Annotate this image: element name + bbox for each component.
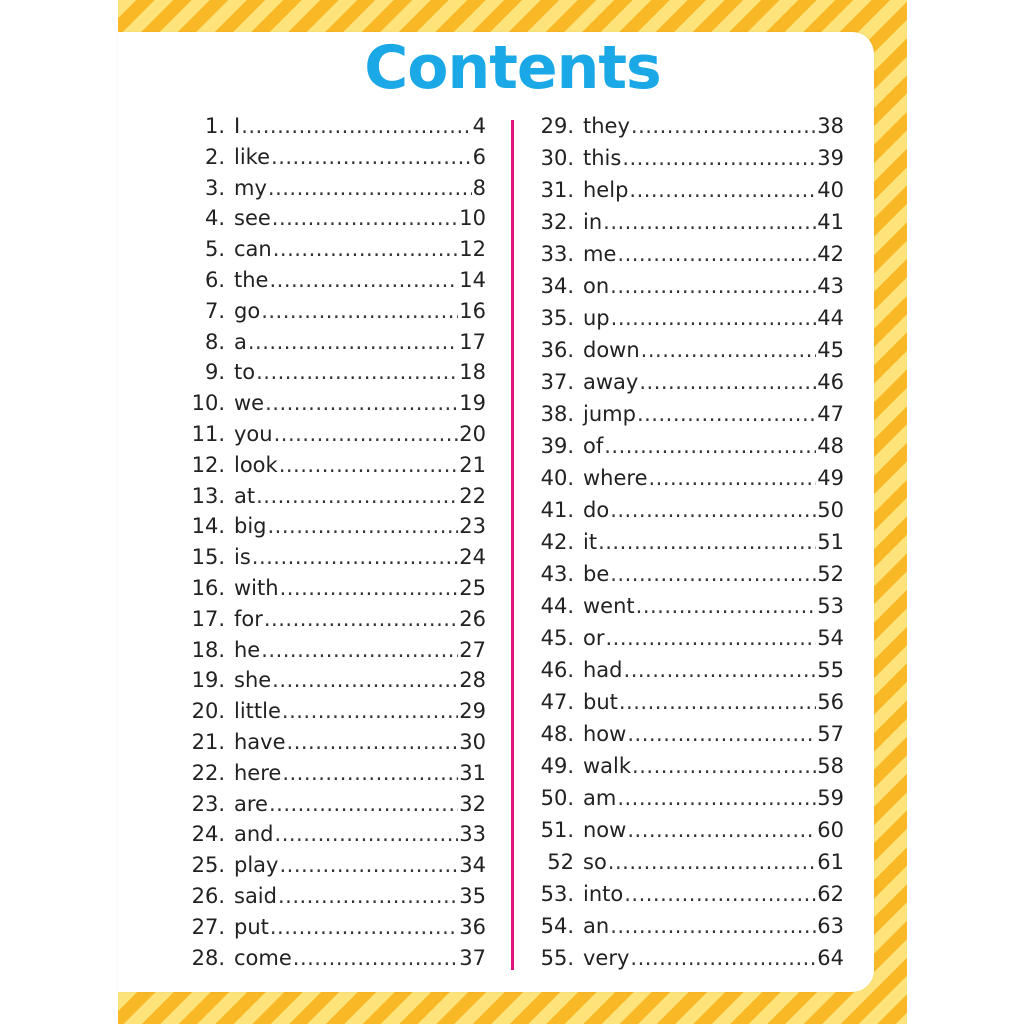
contents-entry: [178, 237, 486, 268]
contents-entry: [178, 391, 486, 422]
entry-number: 40.: [540, 466, 574, 490]
entry-page-number: 60: [817, 818, 844, 842]
contents-entry: [178, 484, 486, 515]
entry-word: me: [583, 242, 617, 266]
entry-number: 37.: [540, 370, 574, 394]
entry-number: 35.: [540, 306, 574, 330]
entry-page-number: 41: [817, 210, 844, 234]
contents-entry: [534, 530, 844, 562]
dot-leader: [603, 210, 816, 234]
dot-leader: [269, 268, 458, 292]
entry-number: 41.: [540, 498, 574, 522]
entry-page-number: 12: [459, 237, 486, 262]
entry-word: is: [234, 545, 251, 570]
contents-entry: [534, 178, 844, 210]
contents-entry: [178, 668, 486, 699]
entry-number: 45.: [540, 626, 574, 650]
entry-word: like: [234, 144, 271, 169]
entry-page-number: 51: [817, 530, 844, 554]
entry-page-number: 54: [817, 626, 844, 650]
entry-page-number: 56: [817, 690, 844, 714]
entry-number: 7.: [204, 298, 225, 323]
contents-entry: [534, 658, 844, 690]
entry-number: 44.: [540, 594, 574, 618]
dot-leader: [605, 626, 816, 650]
dot-leader: [268, 176, 472, 200]
dot-leader: [617, 242, 816, 266]
entry-number: 29.: [540, 114, 574, 138]
dot-leader: [274, 422, 459, 446]
dot-leader: [624, 658, 817, 682]
contents-entry: [534, 818, 844, 850]
dot-leader: [610, 914, 816, 938]
entry-page-number: 18: [459, 360, 486, 385]
entry-page-number: 23: [459, 514, 486, 539]
entry-word: went: [583, 594, 635, 618]
entry-page-number: 52: [817, 562, 844, 586]
entry-number: 3.: [204, 175, 225, 200]
entry-number: 33.: [540, 242, 574, 266]
entry-word: how: [583, 722, 627, 746]
contents-entry: [178, 114, 486, 145]
contents-entry: [178, 576, 486, 607]
dot-leader: [279, 853, 458, 877]
entry-page-number: 55: [817, 658, 844, 682]
contents-entry: [178, 822, 486, 853]
entry-word: of: [583, 434, 604, 458]
entry-page-number: 19: [459, 391, 486, 416]
contents-entry: [178, 206, 486, 237]
dot-leader: [293, 946, 458, 970]
entry-page-number: 57: [817, 722, 844, 746]
entry-number: 47.: [540, 690, 574, 714]
contents-entry: [534, 338, 844, 370]
contents-entry: [534, 370, 844, 402]
dot-leader: [604, 434, 816, 458]
entry-number: 55.: [540, 946, 574, 970]
dot-leader: [639, 370, 816, 394]
entry-number: 1.: [204, 114, 225, 138]
dot-leader: [252, 545, 458, 569]
entry-number: 11.: [191, 421, 225, 446]
dot-leader: [256, 484, 458, 508]
contents-entry: [178, 176, 486, 207]
entry-number: 24.: [191, 822, 225, 847]
dot-leader: [282, 699, 458, 723]
contents-entry: [178, 638, 486, 669]
entry-page-number: 8: [472, 175, 486, 200]
entry-page-number: 47: [817, 402, 844, 426]
entry-word: the: [234, 267, 269, 292]
entry-word: on: [583, 274, 610, 298]
entry-page-number: 53: [817, 594, 844, 618]
entry-word: it: [583, 530, 598, 554]
entry-page-number: 38: [817, 114, 844, 138]
contents-entry: [534, 786, 844, 818]
dot-leader: [273, 237, 459, 261]
entry-word: they: [583, 114, 630, 138]
entry-word: this: [583, 146, 622, 170]
entry-number: 26.: [191, 883, 225, 908]
entry-number: 46.: [540, 658, 574, 682]
entry-page-number: 37: [459, 945, 486, 970]
dot-leader: [269, 792, 458, 816]
entry-number: 30.: [540, 146, 574, 170]
entry-number: 13.: [191, 483, 225, 508]
dot-leader: [624, 882, 816, 906]
entry-number: 12.: [191, 452, 225, 477]
entry-number: 17.: [191, 606, 225, 631]
dot-leader: [617, 786, 816, 810]
entry-word: or: [583, 626, 605, 650]
entry-page-number: 43: [817, 274, 844, 298]
entry-page-number: 48: [817, 434, 844, 458]
entry-number: 39.: [540, 434, 574, 458]
entry-page-number: 61: [817, 850, 844, 874]
contents-entry: [534, 754, 844, 786]
contents-entry: [178, 453, 486, 484]
entry-word: but: [583, 690, 618, 714]
dot-leader: [622, 146, 816, 170]
entry-page-number: 59: [817, 786, 844, 810]
entry-page-number: 16: [459, 298, 486, 323]
entry-page-number: 20: [459, 421, 486, 446]
entry-page-number: 42: [817, 242, 844, 266]
dot-leader: [610, 498, 816, 522]
entry-number: 22.: [191, 760, 225, 785]
dot-leader: [248, 330, 458, 354]
entry-word: now: [583, 818, 627, 842]
contents-entry: [178, 730, 486, 761]
entry-page-number: 44: [817, 306, 844, 330]
entry-page-number: 34: [459, 853, 486, 878]
entry-number: 16.: [191, 575, 225, 600]
entry-word: he: [234, 637, 261, 662]
entry-page-number: 50: [817, 498, 844, 522]
contents-entry: [534, 722, 844, 754]
entry-number: 43.: [540, 562, 574, 586]
entry-number: 25.: [191, 853, 225, 878]
entry-word: so: [583, 850, 607, 874]
entry-word: jump: [583, 402, 636, 426]
dot-leader: [256, 360, 458, 384]
contents-entry: [178, 360, 486, 391]
dot-leader: [632, 754, 816, 778]
entry-page-number: 32: [459, 791, 486, 816]
contents-entry: [178, 792, 486, 823]
entry-word: and: [234, 822, 274, 847]
entry-word: an: [583, 914, 610, 938]
entry-page-number: 64: [817, 946, 844, 970]
dot-leader: [241, 114, 471, 138]
entry-word: be: [583, 562, 610, 586]
dot-leader: [265, 391, 458, 415]
contents-entry: [178, 884, 486, 915]
contents-entry: [178, 268, 486, 299]
contents-entry: [534, 402, 844, 434]
entry-word: go: [234, 298, 261, 323]
contents-column-left: [178, 114, 486, 976]
entry-number: 31.: [540, 178, 574, 202]
contents-entry: [534, 562, 844, 594]
dot-leader: [611, 306, 817, 330]
entry-number: 8.: [204, 329, 225, 354]
dot-leader: [608, 850, 816, 874]
entry-page-number: 45: [817, 338, 844, 362]
entry-page-number: 30: [459, 729, 486, 754]
contents-entry: [178, 422, 486, 453]
entry-word: play: [234, 853, 279, 878]
dot-leader: [261, 299, 458, 323]
entry-number: 2.: [204, 144, 225, 169]
dot-leader: [261, 638, 458, 662]
contents-entry: [534, 146, 844, 178]
entry-word: away: [583, 370, 639, 394]
contents-entry: [178, 761, 486, 792]
dot-leader: [627, 818, 816, 842]
dot-leader: [264, 607, 458, 631]
entry-word: up: [583, 306, 610, 330]
entry-word: here: [234, 760, 282, 785]
contents-entry: [178, 145, 486, 176]
entry-number: 52: [547, 850, 574, 874]
entry-word: said: [234, 883, 277, 908]
entry-word: look: [234, 452, 278, 477]
contents-entry: [534, 850, 844, 882]
dot-leader: [282, 761, 458, 785]
entry-word: where: [583, 466, 648, 490]
entry-page-number: 29: [459, 699, 486, 724]
entry-page-number: 4: [472, 114, 486, 138]
contents-entry: [534, 946, 844, 978]
entry-number: 28.: [191, 945, 225, 970]
contents-entry: [178, 915, 486, 946]
entry-number: 5.: [204, 237, 225, 262]
column-divider: [511, 120, 514, 970]
entry-number: 49.: [540, 754, 574, 778]
entry-page-number: 49: [817, 466, 844, 490]
entry-word: in: [583, 210, 603, 234]
contents-entry: [534, 498, 844, 530]
dot-leader: [287, 730, 459, 754]
dot-leader: [610, 562, 816, 586]
contents-entry: [178, 514, 486, 545]
entry-number: 53.: [540, 882, 574, 906]
entry-number: 4.: [204, 206, 225, 231]
entry-word: at: [234, 483, 256, 508]
entry-word: big: [234, 514, 267, 539]
dot-leader: [278, 884, 458, 908]
entry-number: 36.: [540, 338, 574, 362]
entry-page-number: 28: [459, 668, 486, 693]
entry-word: very: [583, 946, 630, 970]
entry-word: have: [234, 729, 286, 754]
contents-entry: [178, 545, 486, 576]
contents-entry: [534, 690, 844, 722]
entry-page-number: 46: [817, 370, 844, 394]
contents-entry: [534, 914, 844, 946]
entry-page-number: 10: [459, 206, 486, 231]
dot-leader: [598, 530, 816, 554]
entry-word: we: [234, 391, 265, 416]
dot-leader: [630, 946, 816, 970]
contents-entry: [534, 882, 844, 914]
entry-page-number: 33: [459, 822, 486, 847]
contents-entry: [534, 210, 844, 242]
dot-leader: [280, 576, 459, 600]
entry-word: help: [583, 178, 629, 202]
entry-number: 10.: [191, 391, 225, 416]
entry-word: for: [234, 606, 263, 631]
entry-number: 20.: [191, 699, 225, 724]
entry-number: 15.: [191, 545, 225, 570]
contents-entry: [534, 274, 844, 306]
entry-word: into: [583, 882, 624, 906]
entry-page-number: 27: [459, 637, 486, 662]
entry-page-number: 17: [459, 329, 486, 354]
entry-word: to: [234, 360, 256, 385]
entry-number: 50.: [540, 786, 574, 810]
contents-column-right: [534, 114, 844, 978]
contents-entry: [178, 699, 486, 730]
entry-word: my: [234, 175, 267, 200]
page-title: Contents: [364, 33, 661, 103]
entry-word: see: [234, 206, 271, 231]
contents-entry: [178, 299, 486, 330]
dot-leader: [649, 466, 817, 490]
entry-page-number: 36: [459, 914, 486, 939]
entry-word: do: [583, 498, 610, 522]
entry-page-number: 40: [817, 178, 844, 202]
entry-word: had: [583, 658, 623, 682]
contents-entry: [178, 946, 486, 977]
entry-word: put: [234, 914, 269, 939]
entry-number: 38.: [540, 402, 574, 426]
contents-entry: [534, 626, 844, 658]
entry-number: 51.: [540, 818, 574, 842]
dot-leader: [636, 594, 817, 618]
entry-page-number: 35: [459, 883, 486, 908]
entry-page-number: 21: [459, 452, 486, 477]
entry-word: are: [234, 791, 268, 816]
entry-page-number: 62: [817, 882, 844, 906]
entry-page-number: 24: [459, 545, 486, 570]
entry-page-number: 25: [459, 575, 486, 600]
entry-page-number: 14: [459, 267, 486, 292]
entry-word: I: [234, 114, 241, 138]
dot-leader: [641, 338, 817, 362]
entry-number: 6.: [204, 267, 225, 292]
dot-leader: [268, 514, 459, 538]
entry-number: 48.: [540, 722, 574, 746]
entry-word: come: [234, 945, 292, 970]
entry-word: little: [234, 699, 281, 724]
entry-number: 32.: [540, 210, 574, 234]
contents-entry: [534, 242, 844, 274]
entry-number: 18.: [191, 637, 225, 662]
contents-entry: [178, 607, 486, 638]
dot-leader: [627, 722, 816, 746]
entry-word: walk: [583, 754, 632, 778]
dot-leader: [271, 145, 472, 169]
entry-page-number: 39: [817, 146, 844, 170]
entry-page-number: 58: [817, 754, 844, 778]
entry-word: down: [583, 338, 640, 362]
entry-number: 21.: [191, 729, 225, 754]
entry-page-number: 6: [472, 144, 486, 169]
dot-leader: [275, 822, 459, 846]
dot-leader: [270, 915, 458, 939]
entry-number: 23.: [191, 791, 225, 816]
contents-entry: [534, 434, 844, 466]
dot-leader: [629, 178, 816, 202]
entry-number: 14.: [191, 514, 225, 539]
dot-leader: [631, 114, 816, 138]
entry-page-number: 63: [817, 914, 844, 938]
entry-number: 54.: [540, 914, 574, 938]
entry-word: am: [583, 786, 617, 810]
entry-word: you: [234, 421, 273, 446]
contents-entry: [178, 853, 486, 884]
entry-page-number: 22: [459, 483, 486, 508]
contents-entry: [534, 594, 844, 626]
dot-leader: [272, 668, 458, 692]
entry-number: 34.: [540, 274, 574, 298]
dot-leader: [272, 206, 458, 230]
entry-word: a: [234, 329, 247, 354]
dot-leader: [610, 274, 816, 298]
entry-word: she: [234, 668, 272, 693]
contents-entry: [534, 306, 844, 338]
entry-number: 9.: [204, 360, 225, 385]
entry-page-number: 26: [459, 606, 486, 631]
contents-entry: [534, 114, 844, 146]
entry-word: with: [234, 575, 279, 600]
dot-leader: [619, 690, 816, 714]
entry-number: 19.: [191, 668, 225, 693]
dot-leader: [637, 402, 816, 426]
contents-entry: [534, 466, 844, 498]
entry-number: 42.: [540, 530, 574, 554]
dot-leader: [279, 453, 459, 477]
entry-page-number: 31: [459, 760, 486, 785]
entry-number: 27.: [191, 914, 225, 939]
contents-entry: [178, 330, 486, 361]
entry-word: can: [234, 237, 272, 262]
